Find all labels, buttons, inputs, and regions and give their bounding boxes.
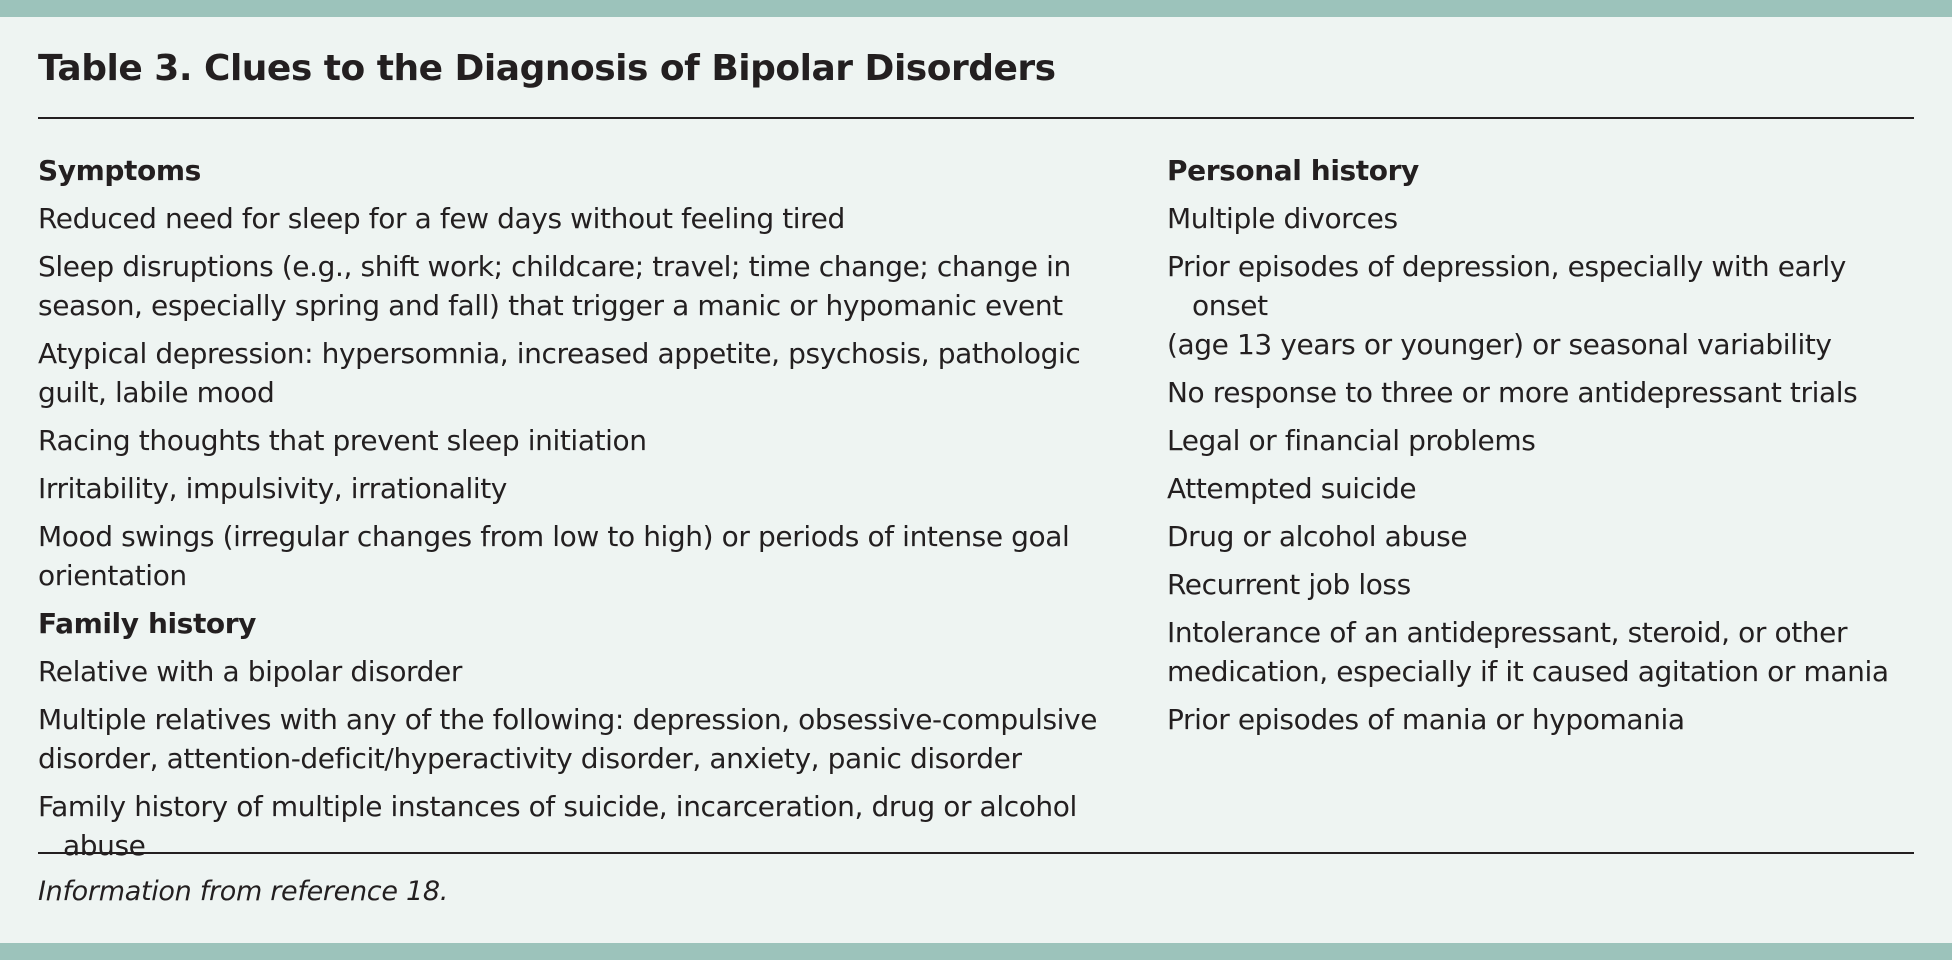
list-item-line: guilt, labile mood (38, 376, 275, 409)
list-item-line: Attempted suicide (1167, 472, 1417, 505)
top-accent-bar (0, 0, 1952, 17)
list-item-line: Relative with a bipolar disorder (38, 655, 462, 688)
list-item-line: No response to three or more antidepressant trials (1167, 376, 1858, 409)
list-item (1167, 247, 1917, 364)
list-item-line: Intolerance of an antidepressant, steroid, or other (1167, 616, 1848, 649)
bottom-rule (38, 852, 1914, 854)
list-item (38, 469, 1128, 508)
list-item-line: Racing thoughts that prevent sleep initiation (38, 424, 647, 457)
list-item (38, 334, 1128, 412)
section-heading-personal-history: Personal history (1167, 154, 1419, 187)
list-item-line: orientation (38, 559, 187, 592)
list-item (1167, 565, 1917, 604)
list-item (1167, 517, 1917, 556)
section-heading-family-history: Family history (38, 607, 257, 640)
bottom-accent-bar (0, 943, 1952, 960)
list-item-line: Multiple relatives with any of the following: depression, obsessive-compulsive (38, 703, 1098, 736)
list-item (1167, 700, 1917, 739)
list-item-line: Mood swings (irregular changes from low to high) or periods of intense goal (38, 520, 1070, 553)
list-item (38, 700, 1128, 778)
left-column (38, 151, 1128, 874)
top-rule (38, 117, 1914, 119)
source-footnote: Information from reference 18. (38, 876, 448, 907)
list-item-line: season, especially spring and fall) that trigger a manic or hypomanic event (38, 289, 1063, 322)
symptoms-list (38, 199, 1128, 595)
list-item-line: disorder, attention-deficit/hyperactivity disorder, anxiety, panic disorder (38, 742, 1022, 775)
list-item-line: Sleep disruptions (e.g., shift work; childcare; travel; time change; change in (38, 250, 1071, 283)
table-title: Table 3. Clues to the Diagnosis of Bipolar Disorders (38, 48, 1056, 89)
list-item-line: (age 13 years or younger) or seasonal variability (1167, 328, 1832, 361)
list-item-line: Prior episodes of depression, especially with early onset (1167, 250, 1846, 322)
personal-history-list (1167, 199, 1917, 739)
list-item (1167, 373, 1917, 412)
list-item-line: Atypical depression: hypersomnia, increased appetite, psychosis, pathologic (38, 337, 1081, 370)
list-item-line: Reduced need for sleep for a few days without feeling tired (38, 202, 845, 235)
list-item-line: Irritability, impulsivity, irrationality (38, 472, 507, 505)
list-item (38, 199, 1128, 238)
list-item (38, 652, 1128, 691)
list-item-line: Drug or alcohol abuse (1167, 520, 1468, 553)
list-item (1167, 199, 1917, 238)
list-item (1167, 613, 1917, 691)
list-item-line: Family history of multiple instances of suicide, incarceration, drug or alcohol abuse (38, 790, 1077, 862)
family-history-list (38, 652, 1128, 865)
list-item-line: Prior episodes of mania or hypomania (1167, 703, 1685, 736)
right-column (1167, 151, 1917, 748)
list-item (38, 517, 1128, 595)
list-item (38, 421, 1128, 460)
list-item-line: Recurrent job loss (1167, 568, 1411, 601)
list-item-line: Multiple divorces (1167, 202, 1398, 235)
list-item-line: Legal or financial problems (1167, 424, 1536, 457)
section-heading-symptoms: Symptoms (38, 154, 201, 187)
list-item (1167, 469, 1917, 508)
list-item-line: medication, especially if it caused agitation or mania (1167, 655, 1889, 688)
list-item (1167, 421, 1917, 460)
list-item (38, 247, 1128, 325)
